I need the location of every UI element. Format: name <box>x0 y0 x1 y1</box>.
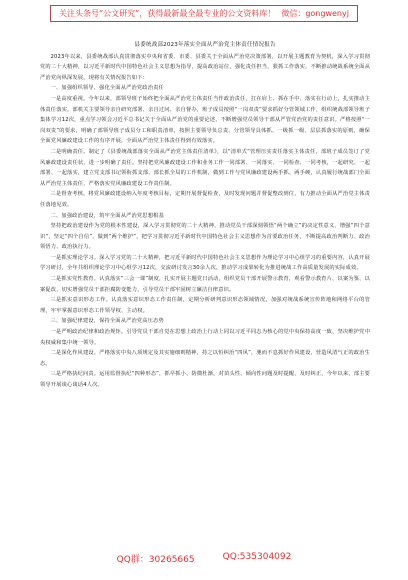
footer-qq: QQ:535304092 <box>222 552 292 562</box>
paragraph: 坚持把政治建设作为党的根本性建设，深入学习贯彻党的二十大精神，推动党员干部深刻领悟“两个确立”的决定性意义，增强“四个意识”、坚定“四个自信”、做到“两个维护”，把学习贯彻习近平新时代中国特色社会主义思想作为首要政治任务，不断提高政治判断力、政治领悟力、政治执行力。 <box>40 223 370 251</box>
footer-qq-group: QQ群：30265665 <box>116 555 195 565</box>
document-body <box>40 40 370 391</box>
paragraph: 一是抓实理论学习。深入学习党的二十大精神，把习近平新时代中国特色社会主义思想作为理论学习中心组学习的重要内容，认真开展学习研讨，全年共组织理论学习中心组学习12次，交流研讨发言30余人次，推动学习成果转化为推进统战工作高质量发展的实际成效。 <box>40 254 370 272</box>
paragraph: 二是深化作风建设。严格落实中央八项规定及其实施细则精神，持之以恒纠治“四风”，驰而不息抓好作风建设，营造风清气正的政治生态。 <box>40 350 370 367</box>
paragraph: 二是抓实党性教育。认真落实“三会一课”制度，扎实开展主题党日活动，组织党员干部开展警示教育，观看警示教育片，以案为鉴、以案促改，切实增强党员干部拒腐防变能力，引导党员干部牢固树立廉洁自律意识。 <box>40 276 370 293</box>
banner-wechat-text: 微信：gongwenyj <box>281 8 349 18</box>
document-title: 县委统战部2023年落实全面从严治党主体责任情况报告 <box>134 42 276 48</box>
paragraph: 一是高度重视。今年以来，部领导班子始终把全面从严治党主体责任当作政治责任，扛在肩上、抓在手中、落实在行动上，扎实推动主体责任落实。部机关主要领导亲自研究部署、亲自过问、亲自督办，班子成员按照“一岗双责”要求抓好分管领域工作，组织统战部领导班子集体学习12次，重点学习领会习近平总书记关于全面从严治党的重要论述，不断增强党员领导干部从严管党治党的责任意识。严格按照“一岗双责”的要求，明确了部领导班子成员分工和职责清单，按照主要领导负总责、分管领导具体抓、一级抓一级、层层抓落实的原则，确保全面党风廉政建设工作的有序开展，全面从严治党主体责任得到有效落实。 <box>40 95 370 145</box>
paragraph: 三是严格执纪问责。运用监督执纪“四种形态”，抓早抓小、防微杜渐，对苗头性、倾向性问题及时提醒、及时纠正，今年以来，部主要领导开展谈心谈话4人次。 <box>40 371 370 388</box>
paragraph: 2023年以来，县委统战部认真贯彻落实中央和省委、市委、县委关于全面从严治党决策部署，以开展主题教育为契机，深入学习贯彻党的二十大精神，以习近平新时代中国特色社会主义思想为指导，提高政治站位，强化责任担当，狠抓工作落实，不断推动统战系统全面从严治党向纵深发展。现将有关情况报告如下： <box>40 53 370 81</box>
section-heading: 三、加强纪律建设，保持全面从严治党高压态势 <box>50 318 164 325</box>
paragraph: 二是明确责任。制定了《县委统战部落实全面从严治党主体责任清单》，以“清单式”管理压实责任落实主体责任，部班子成员签订了党风廉政建设责任状，进一步明确了责任。坚持把党风廉政建设工作和业务工作一同部署、一同落实、一同检查、一同考核，一起研究、一起部署、一起落实，建立党支部书记领衔抓支部、部长抓全局的工作机制，做到工作与党风廉政建设两手抓、两手硬，认真履行统战部门全面从严治党主体责任，严格落实党风廉政建设工作责任制。 <box>40 148 370 187</box>
paragraph: 一是严明政治纪律和政治规矩。引导党员干部自觉在思想上政治上行动上同以习近平同志为核心的党中央保持高度一致，坚决维护党中央权威和集中统一领导。 <box>40 329 370 346</box>
banner-box <box>50 5 358 22</box>
footer <box>0 552 408 570</box>
top-banner <box>0 0 408 26</box>
paragraph: 三是抓实意识形态工作。认真落实意识形态工作责任制，定期分析研判意识形态领域情况，加强对统战系统宣传阵地和网络平台的管理，牢牢掌握意识形态工作领导权、主动权。 <box>40 297 370 314</box>
paragraph: 三是督查考核。将党风廉政建设纳入年度考核目标，定期开展督促检查，及时发现问题并督促整改到位，有力推动全面从严治党主体责任落地见效。 <box>40 191 370 208</box>
section-heading: 一、加强组织领导，强化全面从严治党政治责任 <box>50 85 164 92</box>
banner-promo-text: 关注头条号“公文研究”，获得最新最全最专业的公文资料库！ <box>59 8 276 18</box>
section-heading: 二、加强政治建设，筑牢全面从严治党思想根基 <box>50 212 164 219</box>
